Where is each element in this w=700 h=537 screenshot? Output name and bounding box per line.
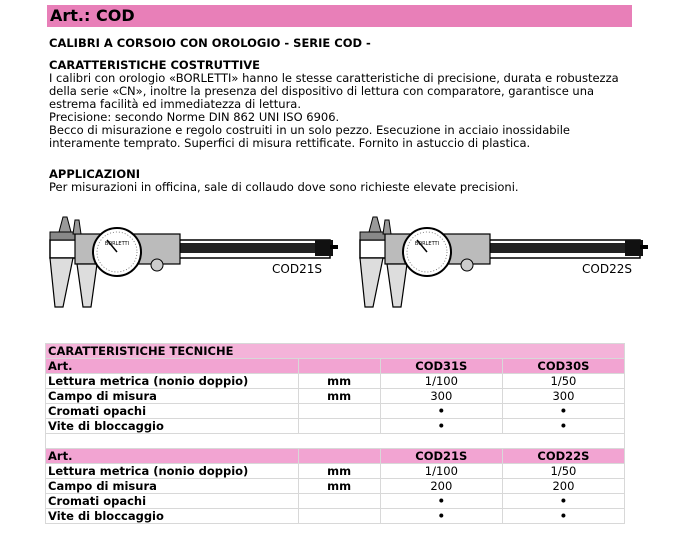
description-line: estrema facilità ed immediatezza di lettura.: [49, 97, 302, 111]
row-value: 300: [502, 389, 624, 404]
table-row: [46, 389, 625, 404]
row-value: •: [380, 509, 502, 524]
row-value: •: [380, 404, 502, 419]
description-line: I calibri con orologio «BORLETTI» hanno le stesse caratteristiche di precisione, durata e robustezza: [49, 71, 619, 85]
row-value: 1/100: [380, 374, 502, 389]
row-label: Lettura metrica (nonio doppio): [46, 374, 299, 389]
caliper-image-cod22s: [355, 212, 650, 314]
technical-table: [45, 343, 625, 524]
table-title: CARATTERISTICHE TECNICHE: [46, 344, 625, 359]
applications-text: Per misurazioni in officina, sale di collaudo dove sono richieste elevate precisioni.: [49, 180, 519, 194]
header-model: COD31S: [380, 359, 502, 374]
header-art: Art.: [46, 449, 299, 464]
dial-brand: BORLETTI: [104, 241, 130, 247]
page-title: Art.: COD: [50, 6, 135, 25]
row-value: •: [502, 509, 624, 524]
section-heading-applications: APPLICAZIONI: [49, 167, 141, 181]
dial-brand: BORLETTI: [414, 241, 440, 247]
row-value: 1/50: [502, 374, 624, 389]
table-row: [46, 374, 625, 389]
table-row: [46, 464, 625, 479]
row-unit: mm: [298, 389, 380, 404]
row-unit: [298, 509, 380, 524]
table-title-row: [46, 344, 625, 359]
row-value: 200: [502, 479, 624, 494]
model-label: COD21S: [272, 262, 322, 276]
row-unit: mm: [298, 374, 380, 389]
row-value: 1/50: [502, 464, 624, 479]
row-unit: [298, 419, 380, 434]
table-row: [46, 479, 625, 494]
table-row: [46, 419, 625, 434]
row-label: Vite di bloccaggio: [46, 419, 299, 434]
header-unit: [298, 359, 380, 374]
title-bar: [47, 5, 632, 27]
table-row: [46, 509, 625, 524]
row-unit: [298, 404, 380, 419]
row-value: •: [502, 404, 624, 419]
caliper-image-cod21s: [45, 212, 340, 314]
model-label: COD22S: [582, 262, 632, 276]
row-value: 1/100: [380, 464, 502, 479]
header-model: COD22S: [502, 449, 624, 464]
row-value: •: [502, 494, 624, 509]
row-label: Vite di bloccaggio: [46, 509, 299, 524]
row-label: Lettura metrica (nonio doppio): [46, 464, 299, 479]
row-value: 300: [380, 389, 502, 404]
description-line: interamente temprato. Superfici di misura rettificate. Fornito in astuccio di plastica.: [49, 136, 531, 150]
description-line: Precisione: secondo Norme DIN 862 UNI ISO 6906.: [49, 110, 340, 124]
row-value: •: [380, 419, 502, 434]
row-unit: mm: [298, 479, 380, 494]
row-value: •: [502, 419, 624, 434]
table-header-row: [46, 359, 625, 374]
row-unit: mm: [298, 464, 380, 479]
table-row: [46, 494, 625, 509]
table-spacer: [46, 434, 625, 449]
row-label: Cromati opachi: [46, 404, 299, 419]
row-label: Campo di misura: [46, 389, 299, 404]
subtitle: CALIBRI A CORSOIO CON OROLOGIO - SERIE COD -: [49, 36, 371, 50]
description-line: della serie «CN», inoltre la presenza del dispositivo di lettura con comparatore, garantisce una: [49, 84, 595, 98]
header-unit: [298, 449, 380, 464]
row-value: •: [380, 494, 502, 509]
row-label: Cromati opachi: [46, 494, 299, 509]
row-label: Campo di misura: [46, 479, 299, 494]
table-row: [46, 404, 625, 419]
row-value: 200: [380, 479, 502, 494]
header-model: COD30S: [502, 359, 624, 374]
section-heading-construction: CARATTERISTICHE COSTRUTTIVE: [49, 58, 260, 72]
row-unit: [298, 494, 380, 509]
header-model: COD21S: [380, 449, 502, 464]
description-line: Becco di misurazione e regolo costruiti in un solo pezzo. Esecuzione in acciaio inossidabile: [49, 123, 571, 137]
table-header-row: [46, 449, 625, 464]
header-art: Art.: [46, 359, 299, 374]
